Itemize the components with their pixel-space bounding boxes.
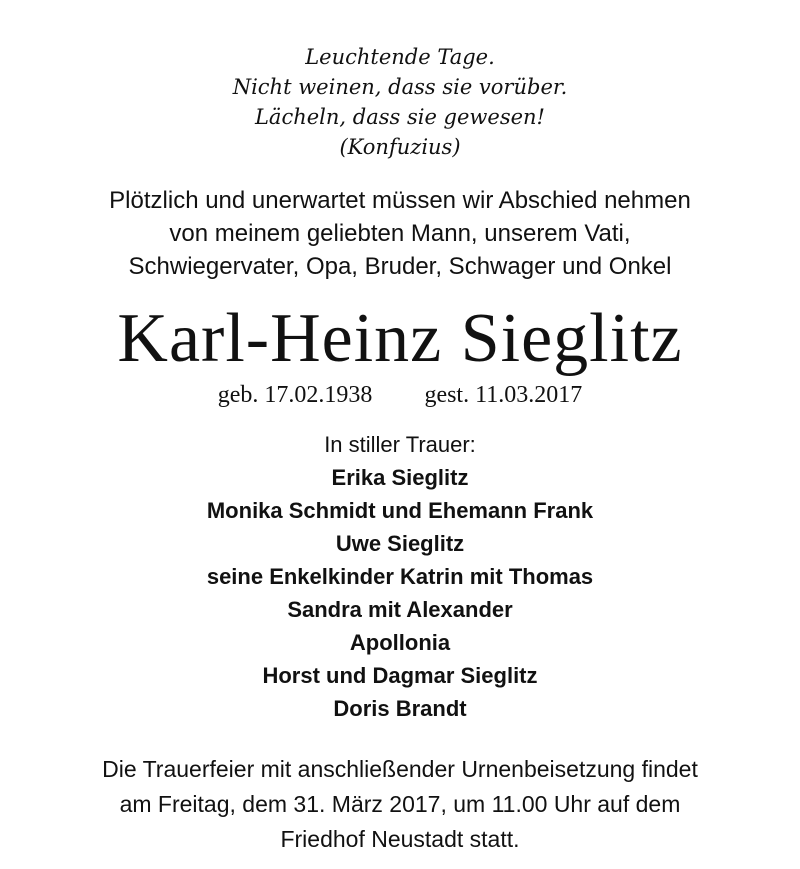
funeral-service-info bbox=[0, 752, 800, 857]
quote-author: (Konfuzius) bbox=[339, 135, 461, 159]
announcement-line: von meinem geliebten Mann, unserem Vati, bbox=[169, 220, 631, 247]
mourner-name: Sandra mit Alexander bbox=[287, 597, 513, 622]
quote-line: Lächeln, dass sie gewesen! bbox=[254, 105, 545, 129]
mourner-name: Monika Schmidt und Ehemann Frank bbox=[206, 498, 594, 523]
mourner-name: Uwe Sieglitz bbox=[335, 531, 465, 556]
announcement-line: Schwiegervater, Opa, Bruder, Schwager und Onkel bbox=[128, 253, 672, 280]
announcement-text bbox=[0, 184, 800, 283]
deceased-name: Karl-Heinz Sieglitz bbox=[117, 300, 683, 377]
mourners-heading: In stiller Trauer: bbox=[324, 432, 476, 457]
service-line: am Freitag, dem 31. März 2017, um 11.00 Uhr auf dem bbox=[119, 791, 681, 817]
mourner-name: seine Enkelkinder Katrin mit Thomas bbox=[206, 564, 594, 589]
death-date: gest. 11.03.2017 bbox=[424, 382, 583, 408]
quote-line: Nicht weinen, dass sie vorüber. bbox=[232, 75, 568, 99]
announcement-line: Plötzlich und unerwartet müssen wir Abschied nehmen bbox=[109, 187, 691, 214]
life-dates bbox=[0, 378, 800, 412]
mourner-name: Doris Brandt bbox=[333, 696, 467, 721]
birth-date: geb. 17.02.1938 bbox=[217, 382, 373, 408]
service-line: Die Trauerfeier mit anschließender Urnenbeisetzung findet bbox=[102, 756, 698, 782]
mourner-name: Horst und Dagmar Sieglitz bbox=[262, 663, 538, 688]
mourner-name: Apollonia bbox=[349, 630, 451, 655]
quote-line: Leuchtende Tage. bbox=[305, 45, 495, 69]
memorial-quote bbox=[0, 42, 800, 162]
mourner-name: Erika Sieglitz bbox=[331, 465, 469, 490]
mourners-list bbox=[0, 428, 800, 725]
service-line: Friedhof Neustadt statt. bbox=[280, 826, 520, 852]
